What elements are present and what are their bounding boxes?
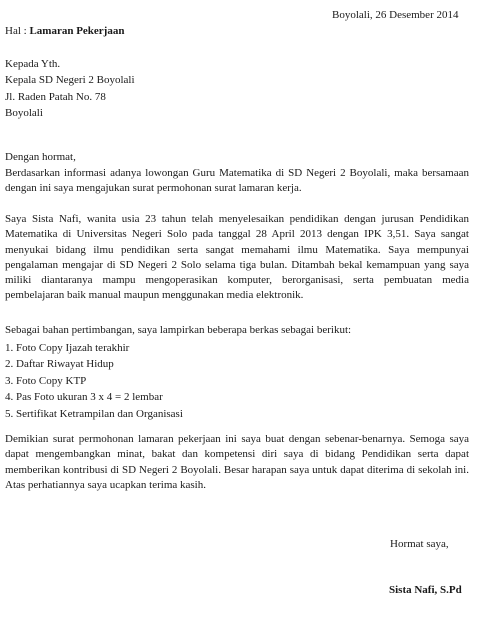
valediction: Hormat saya, [390,538,449,550]
place-date: Boyolali, 26 Desember 2014 [332,9,459,21]
closing-paragraph: Demikian surat permohonan lamaran pekerjaan ini saya buat dengan sebenar-benarnya. Semoga saya dapat mengembangkan minat, bakat dan kompetensi diri saya di bidang Pendidikan serta dapat memberikan kontribusi di SD Negeri 2 Boyolali. Besar harapan saya untuk dapat diterima di sekolah ini. Atas perhatiannya saya ucapkan terima kasih. [5,433,469,491]
attachments-list [5,340,183,422]
greeting: Dengan hormat, [5,151,76,163]
list-item: 5. Sertifikat Ketrampilan dan Organisasi [5,407,183,420]
list-item: 1. Foto Copy Ijazah terakhir [5,342,130,354]
intro-paragraph: Saya Sista Nafi, wanita usia 23 tahun telah menyelesaikan pendidikan dengan jurusan Pendidikan Matematika di Universitas Negeri Solo pada tanggal 28 April 2013 dengan IPK 3,51. Saya sangat menyukai bidang ilmu pendidikan serta sangat memahami ilmu Matematika. Saya mempunyai pengalaman mengajar di SD Negeri 2 Solo selama tiga bulan. Ditambah bekal kemampuan yang saya miliki diantaranya mampu mengoperasikan komputer, berorganisasi, serta pembuatan media pembelajaran baik manual maupun menggunakan media elektronik. [5,213,469,302]
list-item: 4. Pas Foto ukuran 3 x 4 = 2 lembar [5,391,163,404]
subject-value: Lamaran Pekerjaan [29,25,125,37]
subject-line [5,25,124,37]
signature-name: Sista Nafi, S.Pd [389,584,462,596]
recipient-line: Jl. Raden Patah No. 78 [5,90,106,103]
recipient-line: Boyolali [5,107,43,120]
recipient-line: Kepala SD Negeri 2 Boyolali [5,74,135,87]
list-item: 3. Foto Copy KTP [5,374,87,387]
recipient-line: Kepada Yth. [5,58,61,70]
opening-paragraph: Berdasarkan informasi adanya lowongan Guru Matematika di SD Negeri 2 Boyolali, maka bersamaan dengan ini saya mengajukan surat permohonan surat lamaran kerja. [5,167,469,195]
attachments-intro: Sebagai bahan pertimbangan, saya lampirkan beberapa berkas sebagai berikut: [5,324,352,336]
list-item: 2. Daftar Riwayat Hidup [5,358,114,371]
subject-label: Hal : [5,25,30,37]
recipient-block [5,56,135,122]
